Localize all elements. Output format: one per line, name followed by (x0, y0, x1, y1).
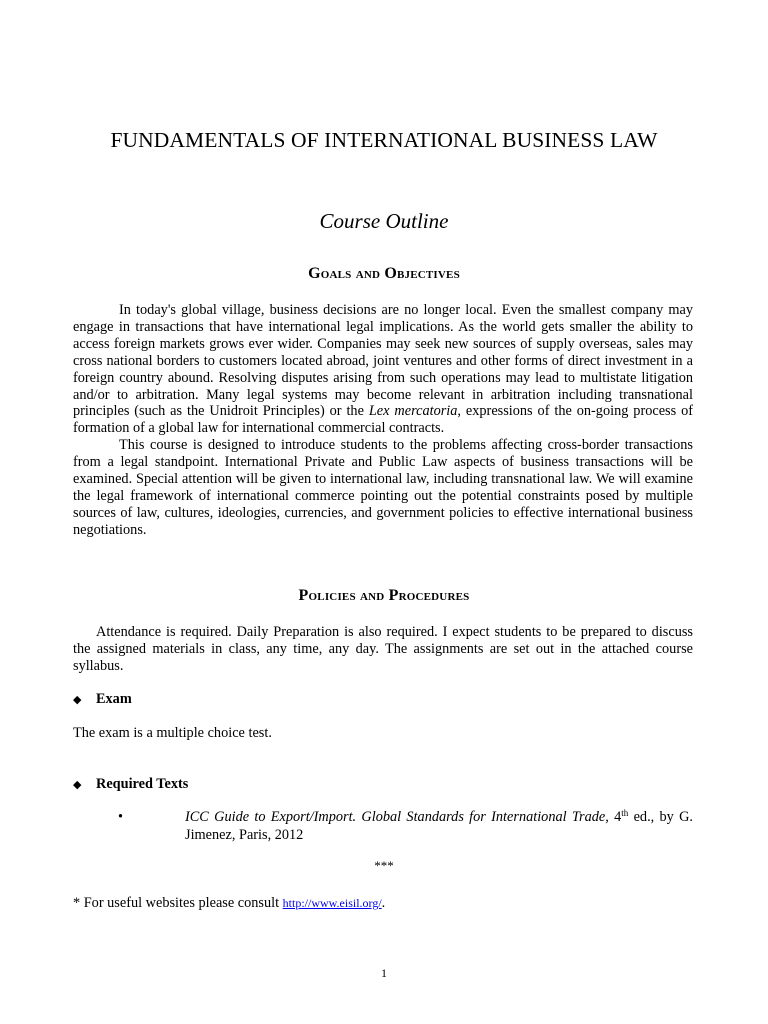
list-bullet-icon: • (118, 809, 124, 825)
footnote (73, 895, 385, 912)
goals-paragraph-1 (73, 302, 693, 437)
document-subtitle: Course Outline (319, 209, 449, 233)
exam-label: Exam (96, 691, 132, 707)
document-title: FUNDAMENTALS OF INTERNATIONAL BUSINESS LAW (110, 128, 658, 152)
book-details: ed., by G. Jimenez, Paris, 2012 (185, 809, 694, 843)
policies-section (73, 624, 693, 675)
section-separator: *** (374, 858, 394, 873)
book-title: ICC Guide to Export/Import. Global Standards for International Trade (185, 809, 606, 825)
diamond-bullet-icon: ◆ (73, 779, 82, 791)
goals-p1-italic: Lex mercatoria (368, 403, 458, 420)
goals-paragraph-2: This course is designed to introduce students to the problems affecting cross-border transactions from a legal standpoint. International Private and Public Law aspects of business transactions will be examined. Special attention will be given to international law, including transnational law. We will examine the legal framework of international commerce pointing out the potential constraints posed by multiple sources of law, cultures, ideologies, currencies, and government policies to effective international business negotiations. (73, 437, 693, 538)
eisil-link[interactable]: http://www.eisil.org/ (282, 896, 382, 910)
footnote-suffix: . (381, 895, 386, 911)
page-number: 1 (381, 966, 387, 980)
required-texts-label: Required Texts (96, 776, 189, 792)
diamond-bullet-icon: ◆ (73, 694, 82, 706)
goals-p1-text-a: In today's global village, business decisions are no longer local. Even the smallest company may engage in transactions that have international legal implications. As the world gets smaller the ability to access foreign markets grows ever wider. Companies may seek new sources of supply overseas, sales may cross national borders to customers located abroad, joint ventures and other forms of direct investment in a foreign country abound. Resolving disputes arising from such operations may lead to multistate litigation and/or to arbitration. Many legal systems may become relevant in arbitration including transnational principles (such as the Unidroit Principles) or the (73, 302, 693, 420)
exam-heading (73, 691, 132, 708)
policies-paragraph-1: Attendance is required. Daily Preparation is also required. I expect students to be prepared to discuss the assigned materials in class, any time, any day. The assignments are set out in the attached course syllabus. (73, 624, 693, 674)
goals-section (73, 302, 693, 539)
exam-text: The exam is a multiple choice test. (73, 725, 272, 741)
footnote-prefix: * For useful websites please consult (73, 895, 283, 911)
goals-p1-text-b: , expressions of the on-going process of formation of a global law for international commercial contracts. (73, 403, 693, 437)
required-texts-heading (73, 776, 188, 793)
book-edition-number: , 4 (605, 809, 622, 825)
policies-heading: Policies and Procedures (298, 587, 470, 604)
goals-heading: Goals and Objectives (308, 265, 460, 282)
book-edition-suffix: th (621, 808, 629, 818)
required-text-item (185, 809, 693, 844)
